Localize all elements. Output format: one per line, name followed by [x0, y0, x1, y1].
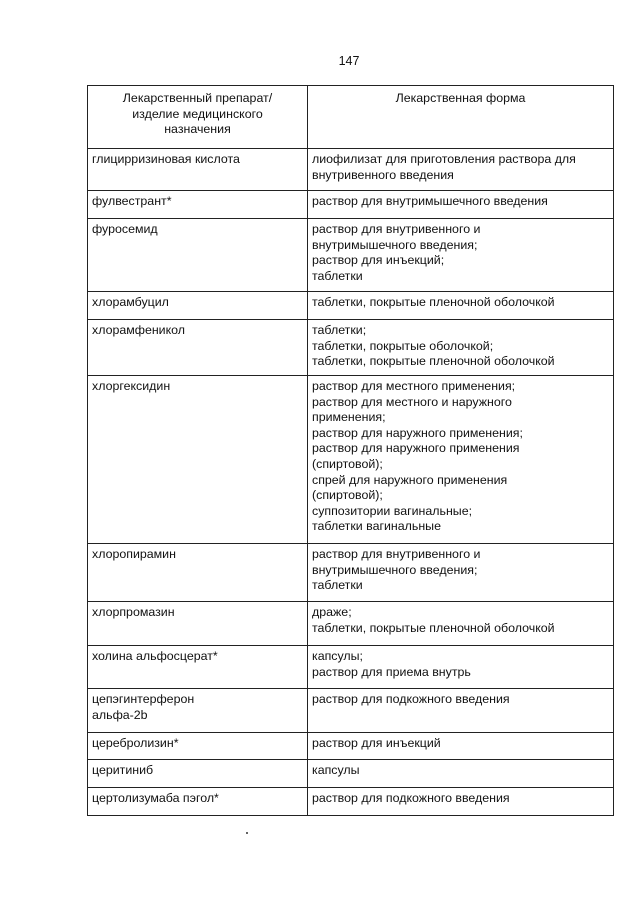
dosage-form-cell: [308, 149, 614, 191]
dosage-form: таблетки, покрытые пленочной оболочкой: [312, 295, 555, 309]
drug-name: хлоргексидин: [92, 379, 171, 393]
drug-name-cell: [88, 760, 308, 788]
dosage-form: раствор для подкожного введения: [312, 692, 510, 706]
table-header-row: [88, 86, 614, 149]
column-header-form: Лекарственная форма: [308, 86, 614, 149]
drug-name: цепэгинтерферон альфа-2b: [92, 692, 195, 722]
drug-name-cell: [88, 788, 308, 816]
dosage-form: раствор для местного применения; раствор для местного и наружного применения; раствор для наружного применения; раствор для наружного применения (спиртовой); спрей для наружного применения (спиртовой); суппозитории вагинальные; таблетки вагинальные: [312, 379, 523, 534]
dosage-form-cell: [308, 760, 614, 788]
drug-name-cell: [88, 219, 308, 292]
drug-name: церебролизин*: [92, 736, 179, 750]
table-row: [88, 376, 614, 544]
drug-name-cell: [88, 149, 308, 191]
drug-name-cell: [88, 689, 308, 733]
drug-name: фуросемид: [92, 222, 158, 236]
table-row: [88, 149, 614, 191]
column-header-drug: Лекарственный препарат/ изделие медицинского назначения: [88, 86, 308, 149]
dosage-form: раствор для внутривенного и внутримышечного введения; раствор для инъекций; таблетки: [312, 222, 481, 283]
dosage-form: раствор для подкожного введения: [312, 791, 510, 805]
drug-name-cell: [88, 733, 308, 760]
dosage-form-cell: [308, 191, 614, 219]
dosage-form-cell: [308, 733, 614, 760]
drug-name: хлоропирамин: [92, 547, 176, 561]
drug-name-cell: [88, 292, 308, 320]
drug-name: хлорамбуцил: [92, 295, 169, 309]
dosage-form: раствор для внутривенного и внутримышечного введения; таблетки: [312, 547, 481, 593]
dosage-form: драже; таблетки, покрытые пленочной оболочкой: [312, 605, 555, 635]
table-row: [88, 788, 614, 816]
table-row: [88, 689, 614, 733]
drug-name-cell: [88, 646, 308, 689]
table-row: [88, 219, 614, 292]
page-number: 147: [338, 54, 360, 68]
dosage-form-cell: [308, 376, 614, 544]
table-row: [88, 733, 614, 760]
dosage-form: таблетки; таблетки, покрытые оболочкой; таблетки, покрытые пленочной оболочкой: [312, 323, 555, 369]
dosage-form-cell: [308, 788, 614, 816]
table-row: [88, 646, 614, 689]
dosage-form: капсулы: [312, 763, 360, 777]
drug-name: церитиниб: [92, 763, 154, 777]
dosage-form: раствор для внутримышечного введения: [312, 194, 548, 208]
drug-name-cell: [88, 544, 308, 602]
drug-name-cell: [88, 376, 308, 544]
dosage-form-cell: [308, 219, 614, 292]
dosage-form: раствор для инъекций: [312, 736, 441, 750]
dosage-form: капсулы; раствор для приема внутрь: [312, 649, 471, 679]
drug-table: [87, 85, 614, 816]
dosage-form-cell: [308, 689, 614, 733]
dosage-form-cell: [308, 544, 614, 602]
table-row: [88, 292, 614, 320]
dosage-form: лиофилизат для приготовления раствора для внутривенного введения: [312, 152, 576, 182]
drug-name-cell: [88, 191, 308, 219]
dosage-form-cell: [308, 320, 614, 376]
stray-dot: [246, 832, 248, 834]
table-row: [88, 760, 614, 788]
dosage-form-cell: [308, 602, 614, 646]
table-row: [88, 602, 614, 646]
drug-name: холина альфосцерат*: [92, 649, 218, 663]
drug-name: глицирризиновая кислота: [92, 152, 240, 166]
table-row: [88, 320, 614, 376]
drug-name: хлорамфеникол: [92, 323, 186, 337]
dosage-form-cell: [308, 292, 614, 320]
table-body: [88, 149, 614, 816]
table-row: [88, 191, 614, 219]
table-row: [88, 544, 614, 602]
drug-name: фулвестрант*: [92, 194, 172, 208]
drug-name: цертолизумаба пэгол*: [92, 791, 219, 805]
drug-name: хлорпромазин: [92, 605, 175, 619]
drug-name-cell: [88, 320, 308, 376]
dosage-form-cell: [308, 646, 614, 689]
drug-name-cell: [88, 602, 308, 646]
